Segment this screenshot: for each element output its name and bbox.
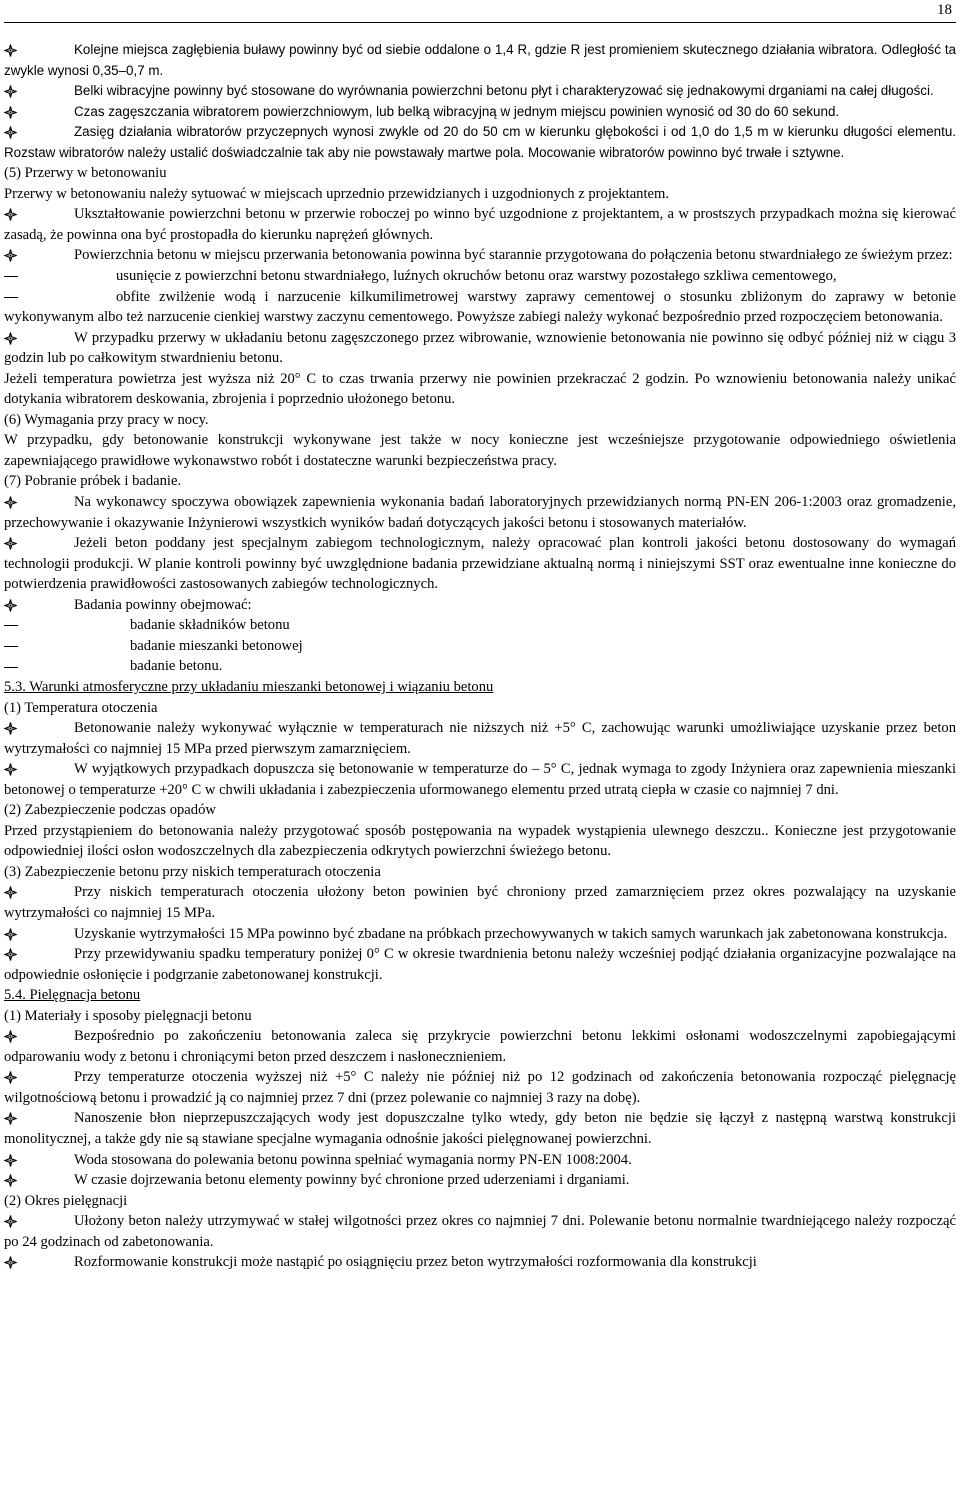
text-paragraph: (1) Temperatura otoczenia bbox=[4, 699, 158, 716]
bullet-text: Ukształtowanie powierzchni betonu w przerwie roboczej po winno być uzgodnione z projektantem, a w prostszych przypadkach można się kierować zasadą, że powinna ona być prostopadła do kierunku naprężeń głównych. bbox=[4, 206, 956, 243]
bullet-text: Belki wibracyjne powinny być stosowane do wyrównania powierzchni betonu płyt i charakteryzować się jednakowymi drganiami na całej długości. bbox=[74, 83, 934, 99]
diamond-bullet-icon bbox=[4, 948, 17, 961]
dash-marker bbox=[4, 667, 18, 668]
diamond-bullet-icon bbox=[4, 1256, 17, 1269]
bullet-paragraph bbox=[4, 718, 956, 759]
bullet-paragraph bbox=[4, 102, 956, 123]
text-paragraph: (6) Wymagania przy pracy w nocy. bbox=[4, 411, 209, 428]
bullet-text: Ułożony beton należy utrzymywać w stałej wilgotności przez okres co najmniej 7 dni. Polewanie betonu normalnie twardniejącego należy rozpocząć po 24 godzinach od zabetonowania. bbox=[4, 1213, 956, 1250]
dash-item-text: obfite zwilżenie wodą i narzucenie kilkumilimetrowej warstwy zaprawy cementowej o stosunku zbliżonym do zaprawy w betonie wykonywanym albo też narzucenie cienkiej warstwy zaczynu cementowego. Powyższe zabiegi należy wykonać bezpośrednio przed rozpoczęciem betonowania. bbox=[4, 288, 956, 326]
text-paragraph: (2) Okres pielęgnacji bbox=[4, 1192, 128, 1209]
bullet-paragraph bbox=[4, 924, 956, 945]
bullet-paragraph bbox=[4, 595, 956, 616]
bullet-text: Przy niskich temperaturach otoczenia ułożony beton powinien być chroniony przed zamarznięciem przez okres pozwalający na uzyskanie wytrzymałości co najmniej 15 MPa. bbox=[4, 884, 956, 921]
diamond-bullet-icon bbox=[4, 126, 17, 139]
page-number: 18 bbox=[937, 2, 952, 18]
bullet-paragraph bbox=[4, 1026, 956, 1067]
text-paragraph: Przed przystąpieniem do betonowania należy przygotować sposób postępowania na wypadek wystąpienia ulewnego deszczu.. Konieczne jest przygotowanie odpowiedniej ilości osłon wodoszczelnych dla zabezpieczenia odkrytych powierzchni świeżego betonu. bbox=[4, 822, 956, 860]
text-paragraph: (7) Pobranie próbek i badanie. bbox=[4, 473, 182, 490]
bullet-text: Kolejne miejsca zagłębienia buławy powinny być od siebie oddalone o 1,4 R, gdzie R jest promieniem skutecznego działania wibratora. Odległość ta zwykle wynosi 0,35–0,7 m. bbox=[4, 42, 956, 78]
diamond-bullet-icon bbox=[4, 249, 17, 262]
bullet-paragraph bbox=[4, 1108, 956, 1149]
dash-item-text: badanie betonu. bbox=[130, 658, 223, 675]
bullet-paragraph bbox=[4, 882, 956, 923]
dash-list-item bbox=[4, 636, 956, 657]
bullet-paragraph bbox=[4, 1252, 956, 1273]
dash-list-item bbox=[4, 656, 956, 677]
bullet-paragraph bbox=[4, 122, 956, 163]
dash-list-item bbox=[4, 266, 956, 287]
header-rule bbox=[4, 22, 956, 23]
dash-list-item bbox=[4, 615, 956, 636]
diamond-bullet-icon bbox=[4, 85, 17, 98]
diamond-bullet-icon bbox=[4, 1112, 17, 1125]
bullet-paragraph bbox=[4, 492, 956, 533]
bullet-paragraph bbox=[4, 759, 956, 800]
bullet-text: Na wykonawcy spoczywa obowiązek zapewnienia wykonania badań laboratoryjnych przewidzianych normą PN-EN 206-1:2003 oraz gromadzenie, przechowywanie i okazywanie Inżynierowi wszystkich wyników badań dotyczących jakości betonu i stosowanych materiałów. bbox=[4, 494, 956, 531]
bullet-paragraph bbox=[4, 328, 956, 369]
text-paragraph: (5) Przerwy w betonowaniu bbox=[4, 165, 167, 182]
dash-item-text: usunięcie z powierzchni betonu stwardniałego, luźnych okruchów betonu oraz warstwy pozostałego szkliwa cementowego, bbox=[116, 268, 837, 285]
section-heading-text: 5.3. Warunki atmosferyczne przy układaniu mieszanki betonowej i wiązaniu betonu bbox=[4, 678, 494, 695]
bullet-paragraph bbox=[4, 1150, 956, 1171]
diamond-bullet-icon bbox=[4, 722, 17, 735]
bullet-paragraph bbox=[4, 81, 956, 102]
dash-marker bbox=[4, 276, 18, 277]
bullet-paragraph bbox=[4, 204, 956, 245]
dash-item-text: badanie składników betonu bbox=[130, 617, 290, 634]
dash-marker bbox=[4, 646, 18, 647]
document-body bbox=[4, 40, 956, 1273]
text-paragraph: (2) Zabezpieczenie podczas opadów bbox=[4, 802, 216, 819]
diamond-bullet-icon bbox=[4, 44, 17, 57]
bullet-paragraph bbox=[4, 1170, 956, 1191]
bullet-text: Zasięg działania wibratorów przyczepnych wynosi zwykle od 20 do 50 cm w kierunku głębokości i od 1,0 do 1,5 m w kierunku długości elementu. Rozstaw wibratorów należy ustalić doświadczalnie tak aby nie powstawały martwe pola. Mocowanie wibratorów powinno być trwałe i sztywne. bbox=[4, 124, 956, 160]
bullet-paragraph bbox=[4, 1067, 956, 1108]
dash-list-item bbox=[4, 287, 956, 328]
diamond-bullet-icon bbox=[4, 1154, 17, 1167]
bullet-paragraph bbox=[4, 533, 956, 595]
diamond-bullet-icon bbox=[4, 1215, 17, 1228]
diamond-bullet-icon bbox=[4, 763, 17, 776]
text-paragraph: Przerwy w betonowaniu należy sytuować w miejscach uprzednio przewidzianych i uzgodnionych z projektantem. bbox=[4, 185, 670, 202]
bullet-paragraph bbox=[4, 40, 956, 81]
bullet-text: Rozformowanie konstrukcji może nastąpić po osiągnięciu przez beton wytrzymałości rozformowania dla konstrukcji bbox=[74, 1254, 757, 1271]
diamond-bullet-icon bbox=[4, 332, 17, 345]
bullet-text: Przy przewidywaniu spadku temperatury poniżej 0° C w okresie twardnienia betonu należy wcześniej podjąć działania organizacyjne pozwalające na odpowiednie osłonięcie i podgrzanie zabetonowanej konstrukcji. bbox=[4, 946, 956, 983]
bullet-text: W wyjątkowych przypadkach dopuszcza się betonowanie w temperaturze do – 5° C, jednak wymaga to zgody Inżyniera oraz zapewnienia mieszanki betonowej o temperaturze +20° C w chwili układania i zabezpieczenia uformowanego elementu przed utratą ciepła w czasie co najmniej 7 dni. bbox=[4, 761, 956, 798]
bullet-paragraph bbox=[4, 944, 956, 985]
diamond-bullet-icon bbox=[4, 599, 17, 612]
bullet-text: Powierzchnia betonu w miejscu przerwania betonowania powinna być starannie przygotowana do połączenia betonu stwardniałego ze świeżym przez: bbox=[74, 247, 953, 264]
diamond-bullet-icon bbox=[4, 1071, 17, 1084]
bullet-text: Uzyskanie wytrzymałości 15 MPa powinno być zbadane na próbkach przechowywanych w takich samych warunkach jak zabetonowana konstrukcja. bbox=[74, 925, 948, 942]
bullet-text: Badania powinny obejmować: bbox=[74, 596, 252, 613]
bullet-text: Przy temperaturze otoczenia wyższej niż +5° C należy nie później niż po 12 godzinach od zakończenia betonowania rozpocząć pielęgnację wilgotnościową betonu i prowadzić ją co najmniej przez 7 dni (przez polewanie co najmniej 3 razy na dobę). bbox=[4, 1069, 956, 1106]
bullet-paragraph bbox=[4, 245, 956, 266]
diamond-bullet-icon bbox=[4, 496, 17, 509]
diamond-bullet-icon bbox=[4, 1030, 17, 1043]
text-paragraph: (1) Materiały i sposoby pielęgnacji betonu bbox=[4, 1007, 252, 1024]
diamond-bullet-icon bbox=[4, 886, 17, 899]
bullet-paragraph bbox=[4, 1211, 956, 1252]
section-heading bbox=[4, 985, 956, 1006]
bullet-text: Bezpośrednio po zakończeniu betonowania zaleca się przykrycie powierzchni betonu lekkimi osłonami wodoszczelnymi zapobiegającymi odparowaniu wody z betonu i chroniącymi beton przed deszczem i nasłonecznieniem. bbox=[4, 1028, 956, 1065]
bullet-text: Woda stosowana do polewania betonu powinna spełniać wymagania normy PN-EN 1008:2004. bbox=[74, 1151, 632, 1168]
dash-item-text: badanie mieszanki betonowej bbox=[130, 637, 303, 654]
text-paragraph: W przypadku, gdy betonowanie konstrukcji wykonywane jest także w nocy konieczne jest wcześniejsze przygotowanie odpowiedniego oświetlenia zapewniającego prawidłowe wykonawstwo robót i dostateczne warunki bezpieczeństwa pracy. bbox=[4, 432, 956, 469]
text-paragraph: (3) Zabezpieczenie betonu przy niskich temperaturach otoczenia bbox=[4, 863, 381, 880]
diamond-bullet-icon bbox=[4, 208, 17, 221]
bullet-text: W czasie dojrzewania betonu elementy powinny być chronione przed uderzeniami i drganiami. bbox=[74, 1172, 630, 1189]
bullet-text: Nanoszenie błon nieprzepuszczających wody jest dopuszczalne tylko wtedy, gdy beton nie będzie się łączył z następną warstwą konstrukcji monolitycznej, a także gdy nie są stawiane specjalne wymagania odnośnie jakości pielęgnowanej powierzchni. bbox=[4, 1110, 956, 1147]
bullet-text: Czas zagęszczania wibratorem powierzchniowym, lub belką wibracyjną w jednym miejscu powinien wynosić od 30 do 60 sekund. bbox=[74, 103, 840, 119]
bullet-text: Jeżeli beton poddany jest specjalnym zabiegom technologicznym, należy opracować plan kontroli jakości betonu dostosowany do wymagań technologii produkcji. W planie kontroli powinny być uwzględnione badania przewidziane aktualną normą i niniejszymi SST oraz ewentualne inne konieczne do potwierdzenia prawidłowości zastosowanych zabiegów technologicznych. bbox=[4, 535, 956, 593]
diamond-bullet-icon bbox=[4, 537, 17, 550]
diamond-bullet-icon bbox=[4, 106, 17, 119]
section-heading-text: 5.4. Pielęgnacja betonu bbox=[4, 987, 141, 1004]
bullet-text: W przypadku przerwy w układaniu betonu zagęszczonego przez wibrowanie, wznowienie betonowania nie powinno się odbyć później niż w ciągu 3 godzin lub po całkowitym stwardnieniu betonu. bbox=[4, 329, 956, 367]
diamond-bullet-icon bbox=[4, 1174, 17, 1187]
diamond-bullet-icon bbox=[4, 928, 17, 941]
dash-marker bbox=[4, 297, 18, 298]
section-heading bbox=[4, 677, 956, 698]
bullet-text: Betonowanie należy wykonywać wyłącznie w temperaturach nie niższych niż +5° C, zachowując warunki umożliwiające uzyskanie przez beton wytrzymałości co najmniej 15 MPa przed pierwszym zamarznięciem. bbox=[4, 720, 956, 757]
text-paragraph: Jeżeli temperatura powietrza jest wyższa niż 20° C to czas trwania przerwy nie powinien przekraczać 2 godzin. Po wznowieniu betonowania należy unikać dotykania wibratorem deskowania, zbrojenia i poprzednio ułożonego betonu. bbox=[4, 370, 956, 408]
dash-marker bbox=[4, 625, 18, 626]
